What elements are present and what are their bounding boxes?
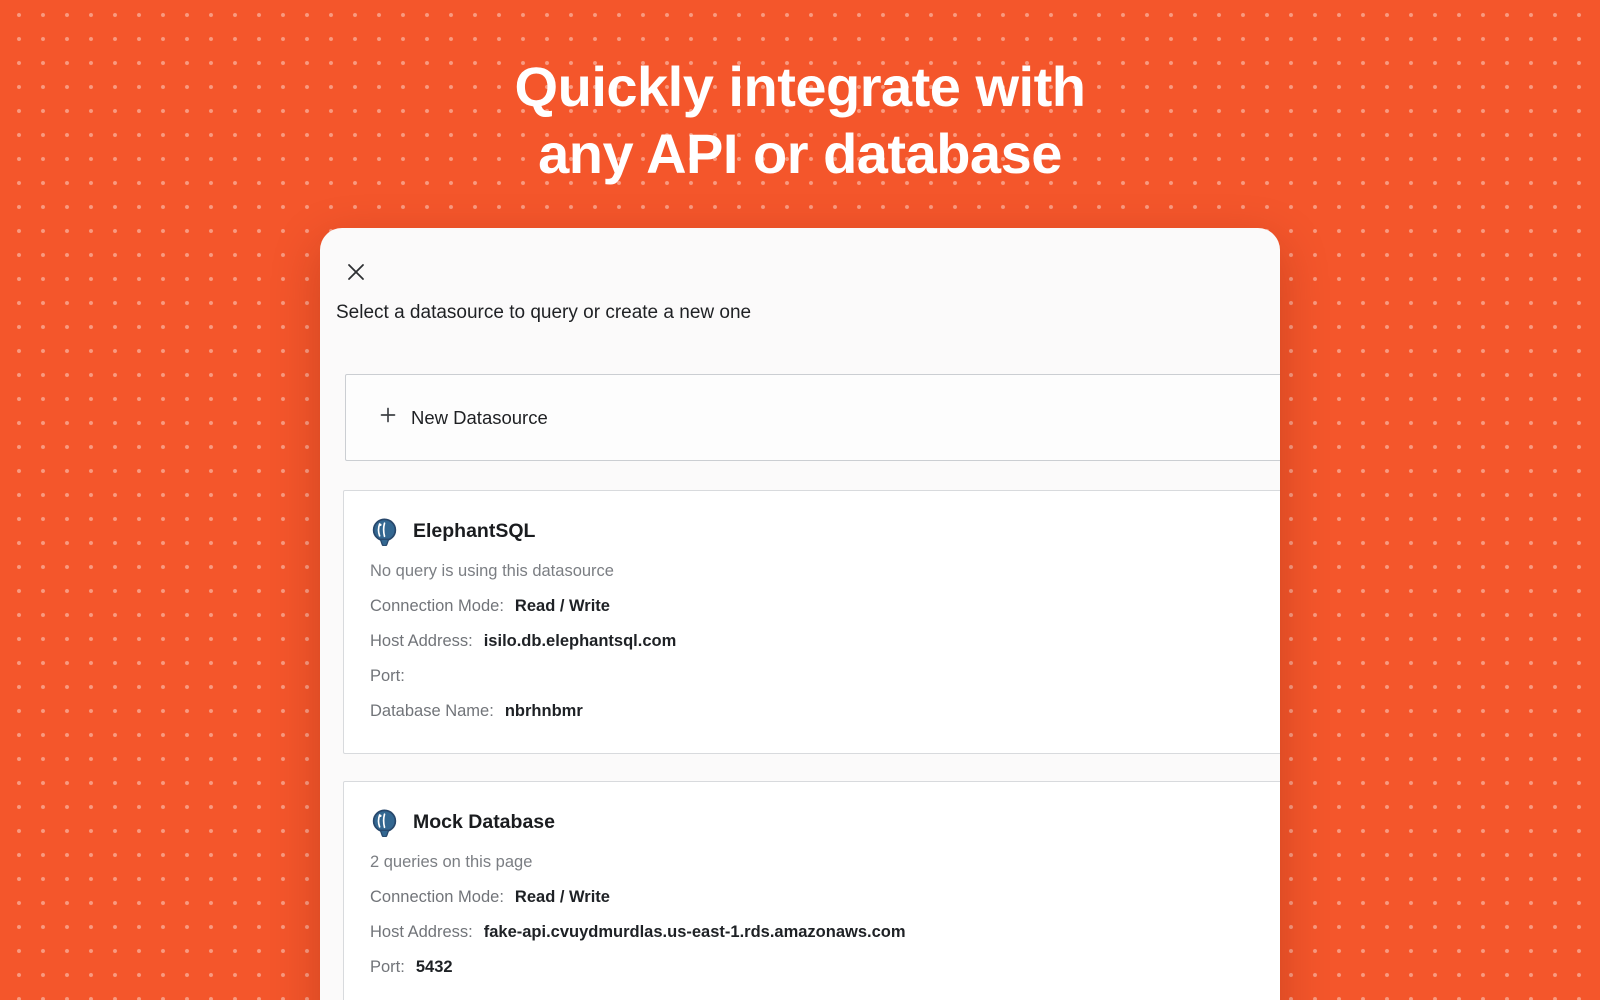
detail-row-connection-mode xyxy=(370,880,1280,915)
detail-value: Read / Write xyxy=(514,597,610,615)
detail-value: Read / Write xyxy=(514,888,610,906)
detail-row-port xyxy=(370,950,1280,985)
postgresql-elephant-icon xyxy=(370,517,399,546)
detail-label: Port: xyxy=(370,667,405,685)
new-datasource-button[interactable] xyxy=(345,374,1280,461)
detail-row-port xyxy=(370,659,1280,694)
detail-label: Connection Mode: xyxy=(370,597,504,615)
modal-title: Select a datasource to query or create a new one xyxy=(336,302,752,323)
detail-label: Host Address: xyxy=(370,923,473,941)
datasource-card-mock-database[interactable] xyxy=(343,781,1280,1000)
datasource-name: ElephantSQL xyxy=(413,520,536,542)
datasource-details xyxy=(344,554,1280,729)
detail-value: isilo.db.elephantsql.com xyxy=(483,632,677,650)
headline-line-1: Quickly integrate with xyxy=(514,55,1086,118)
close-icon xyxy=(346,262,368,282)
datasource-details xyxy=(344,845,1280,985)
detail-label: Port: xyxy=(370,958,405,976)
detail-label: Database Name: xyxy=(370,702,494,720)
datasource-usage: 2 queries on this page xyxy=(370,853,533,871)
new-datasource-label: New Datasource xyxy=(411,406,548,428)
detail-value: nbrhnbmr xyxy=(504,702,583,720)
plus-icon xyxy=(380,407,396,428)
datasource-modal xyxy=(320,228,1280,1000)
close-button[interactable] xyxy=(346,261,368,283)
detail-row-host-address xyxy=(370,624,1280,659)
detail-row-database-name xyxy=(370,694,1280,729)
datasource-card-header xyxy=(370,517,1280,546)
detail-row-connection-mode xyxy=(370,589,1280,624)
detail-label: Host Address: xyxy=(370,632,473,650)
headline xyxy=(0,53,1600,187)
detail-value: 5432 xyxy=(415,958,453,976)
datasource-card-header xyxy=(370,808,1280,837)
datasource-name: Mock Database xyxy=(413,811,555,833)
detail-label: Connection Mode: xyxy=(370,888,504,906)
datasource-usage: No query is using this datasource xyxy=(370,562,614,580)
headline-line-2: any API or database xyxy=(538,122,1062,185)
detail-value: fake-api.cvuydmurdlas.us-east-1.rds.amazonaws.com xyxy=(483,923,906,941)
detail-row-host-address xyxy=(370,915,1280,950)
postgresql-elephant-icon xyxy=(370,808,399,837)
datasource-card-elephantsql[interactable] xyxy=(343,490,1280,754)
